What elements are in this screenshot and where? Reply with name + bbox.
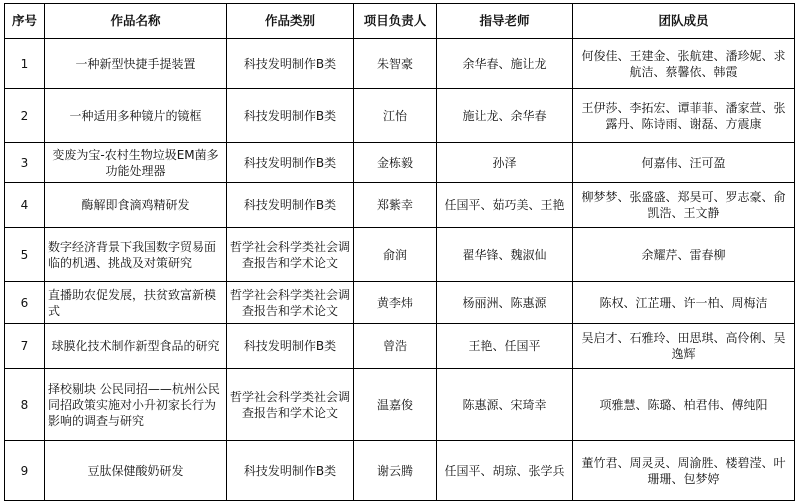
table-row bbox=[5, 324, 795, 369]
cell-name: 酶解即食滴鸡精研发 bbox=[45, 183, 227, 228]
header-members: 团队成员 bbox=[573, 4, 795, 39]
cell-no: 1 bbox=[5, 39, 45, 89]
cell-leader: 俞润 bbox=[354, 228, 437, 282]
header-leader: 项目负责人 bbox=[354, 4, 437, 39]
cell-name: 数字经济背景下我国数字贸易面临的机遇、挑战及对策研究 bbox=[45, 228, 227, 282]
table-row bbox=[5, 282, 795, 324]
cell-members: 董竹君、周灵灵、周渝胜、楼碧滢、叶珊珊、包梦婷 bbox=[573, 441, 795, 501]
cell-name: 豆肽保健酸奶研发 bbox=[45, 441, 227, 501]
cell-name: 球膜化技术制作新型食品的研究 bbox=[45, 324, 227, 369]
header-no: 序号 bbox=[5, 4, 45, 39]
cell-members: 吴启才、石雅玲、田思琪、高伶俐、吴逸辉 bbox=[573, 324, 795, 369]
cell-name: 择校剔块 公民同招——杭州公民同招政策实施对小升初家长行为影响的调查与研究 bbox=[45, 369, 227, 441]
cell-advisors: 翟华锋、魏淑仙 bbox=[437, 228, 573, 282]
cell-members: 陈权、江芷珊、许一柏、周梅洁 bbox=[573, 282, 795, 324]
cell-advisors: 余华春、施让龙 bbox=[437, 39, 573, 89]
table-row bbox=[5, 441, 795, 501]
table-row bbox=[5, 143, 795, 183]
table-row bbox=[5, 89, 795, 143]
cell-advisors: 施让龙、余华春 bbox=[437, 89, 573, 143]
header-name: 作品名称 bbox=[45, 4, 227, 39]
cell-no: 3 bbox=[5, 143, 45, 183]
cell-members: 项雅慧、陈璐、柏君伟、傅纯阳 bbox=[573, 369, 795, 441]
cell-members: 王伊莎、李拓宏、谭菲菲、潘家萱、张露丹、陈诗雨、谢磊、方震康 bbox=[573, 89, 795, 143]
table-header-row bbox=[5, 4, 795, 39]
cell-category: 哲学社会科学类社会调查报告和学术论文 bbox=[227, 228, 354, 282]
cell-leader: 温嘉俊 bbox=[354, 369, 437, 441]
cell-leader: 黄李炜 bbox=[354, 282, 437, 324]
cell-leader: 谢云腾 bbox=[354, 441, 437, 501]
cell-members: 柳梦梦、张盛盛、郑昊可、罗志豪、俞凯浩、王文静 bbox=[573, 183, 795, 228]
table-row bbox=[5, 39, 795, 89]
cell-name: 一种新型快捷手提装置 bbox=[45, 39, 227, 89]
cell-category: 科技发明制作B类 bbox=[227, 89, 354, 143]
cell-name: 直播助农促发展，扶贫致富新模式 bbox=[45, 282, 227, 324]
cell-no: 7 bbox=[5, 324, 45, 369]
cell-advisors: 陈惠源、宋琦幸 bbox=[437, 369, 573, 441]
cell-category: 科技发明制作B类 bbox=[227, 183, 354, 228]
header-category: 作品类别 bbox=[227, 4, 354, 39]
cell-category: 科技发明制作B类 bbox=[227, 143, 354, 183]
cell-members: 何俊佳、王建金、张航建、潘珍妮、求航洁、蔡馨依、韩霞 bbox=[573, 39, 795, 89]
cell-name: 一种适用多种镜片的镜框 bbox=[45, 89, 227, 143]
cell-advisors: 杨丽洲、陈惠源 bbox=[437, 282, 573, 324]
project-table bbox=[4, 3, 795, 501]
cell-advisors: 孙泽 bbox=[437, 143, 573, 183]
cell-no: 2 bbox=[5, 89, 45, 143]
table-row bbox=[5, 369, 795, 441]
cell-advisors: 任国平、茹巧美、王艳 bbox=[437, 183, 573, 228]
cell-category: 哲学社会科学类社会调查报告和学术论文 bbox=[227, 369, 354, 441]
cell-advisors: 任国平、胡琼、张学兵 bbox=[437, 441, 573, 501]
cell-leader: 郑紫幸 bbox=[354, 183, 437, 228]
cell-category: 科技发明制作B类 bbox=[227, 324, 354, 369]
cell-category: 科技发明制作B类 bbox=[227, 441, 354, 501]
cell-leader: 朱智豪 bbox=[354, 39, 437, 89]
cell-leader: 江怡 bbox=[354, 89, 437, 143]
cell-no: 9 bbox=[5, 441, 45, 501]
cell-name: 变废为宝-农村生物垃圾EM菌多功能处理器 bbox=[45, 143, 227, 183]
cell-category: 哲学社会科学类社会调查报告和学术论文 bbox=[227, 282, 354, 324]
cell-no: 4 bbox=[5, 183, 45, 228]
cell-leader: 金栋毅 bbox=[354, 143, 437, 183]
header-advisors: 指导老师 bbox=[437, 4, 573, 39]
cell-no: 6 bbox=[5, 282, 45, 324]
cell-members: 余耀芹、雷春柳 bbox=[573, 228, 795, 282]
cell-advisors: 王艳、任国平 bbox=[437, 324, 573, 369]
table-row bbox=[5, 228, 795, 282]
cell-no: 8 bbox=[5, 369, 45, 441]
cell-category: 科技发明制作B类 bbox=[227, 39, 354, 89]
cell-leader: 曾浩 bbox=[354, 324, 437, 369]
cell-members: 何嘉伟、汪可盈 bbox=[573, 143, 795, 183]
table-row bbox=[5, 183, 795, 228]
cell-no: 5 bbox=[5, 228, 45, 282]
